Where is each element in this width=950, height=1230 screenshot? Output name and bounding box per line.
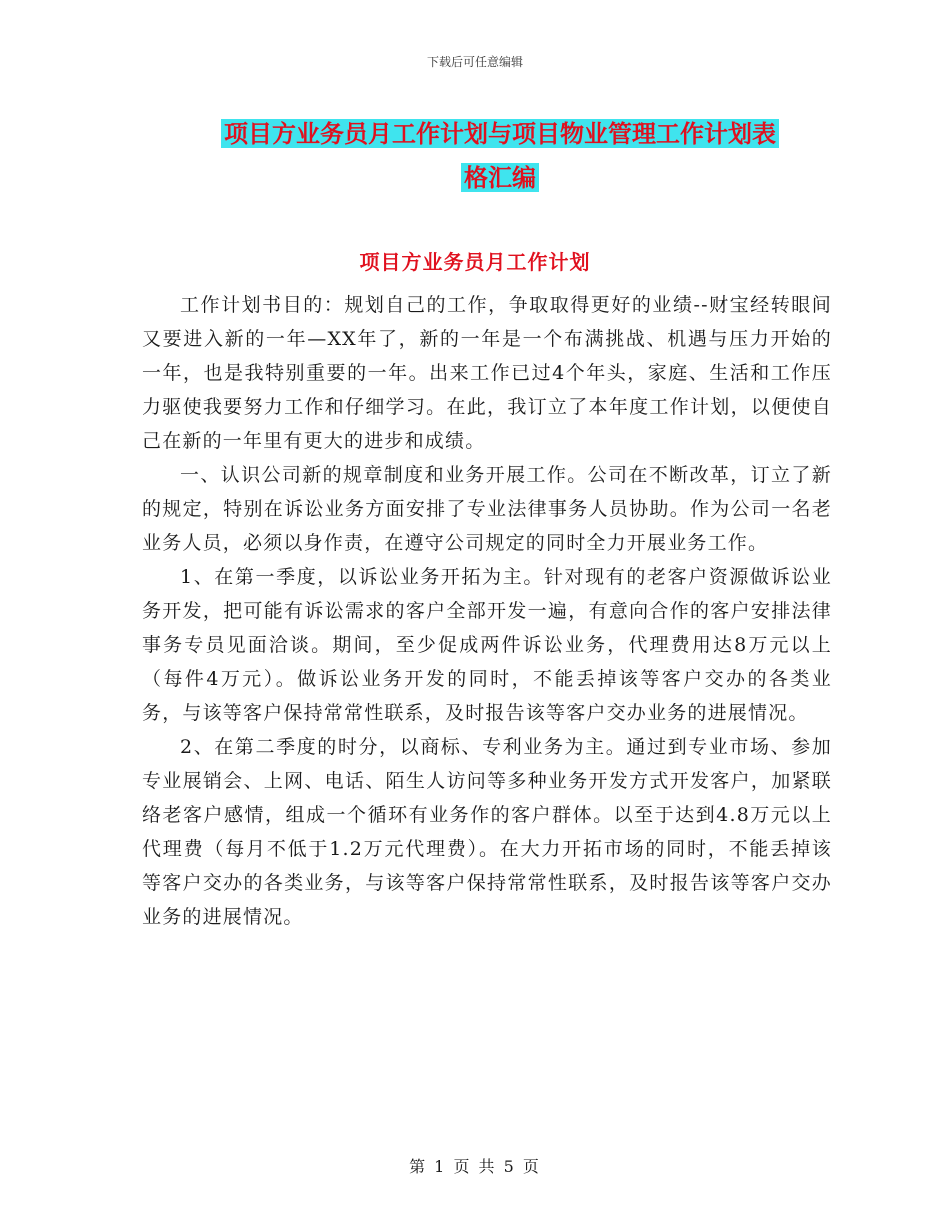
document-title	[150, 112, 850, 200]
header-note: 下载后可任意编辑	[426, 55, 523, 69]
body-text	[142, 288, 832, 934]
paragraph: 2、在第二季度的时分，以商标、专利业务为主。通过到专业市场、参加专业展销会、上网、电话、陌生人访问等多种业务开发方式开发客户，加紧联络老客户感情，组成一个循环有业务作的客户群体。以至于达到4.8万元以上代理费（每月不低于1.2万元代理费）。在大力开拓市场的同时，不能丢掉该等客户交办的各类业务，与该等客户保持常常性联系，及时报告该等客户交办业务的进展情况。	[142, 736, 832, 928]
paragraph: 1、在第一季度，以诉讼业务开拓为主。针对现有的老客户资源做诉讼业务开发，把可能有诉讼需求的客户全部开发一遍，有意向合作的客户安排法律事务专员见面洽谈。期间，至少促成两件诉讼业务，代理费用达8万元以上（每件4万元）。做诉讼业务开发的同时，不能丢掉该等客户交办的各类业务，与该等客户保持常常性联系，及时报告该等客户交办业务的进展情况。	[142, 566, 832, 724]
section-title: 项目方业务员月工作计划	[359, 250, 591, 274]
paragraph: 一、认识公司新的规章制度和业务开展工作。公司在不断改革，订立了新的规定，特别在诉讼业务方面安排了专业法律事务人员协助。作为公司一名老业务人员，必须以身作责，在遵守公司规定的同时全力开展业务工作。	[142, 464, 832, 554]
document-title-line-1: 项目方业务员月工作计划与项目物业管理工作计划表	[221, 119, 779, 148]
paragraph: 工作计划书目的：规划自己的工作，争取取得更好的业绩--财宝经转眼间又要进入新的一年—XX年了，新的一年是一个布满挑战、机遇与压力开始的一年，也是我特别重要的一年。出来工作已过4个年头，家庭、生活和工作压力驱使我要努力工作和仔细学习。在此，我订立了本年度工作计划，以便使自己在新的一年里有更大的进步和成绩。	[142, 294, 832, 452]
document-title-line-2: 格汇编	[461, 163, 539, 192]
page-number-footer: 第 1 页 共 5 页	[409, 1157, 541, 1176]
